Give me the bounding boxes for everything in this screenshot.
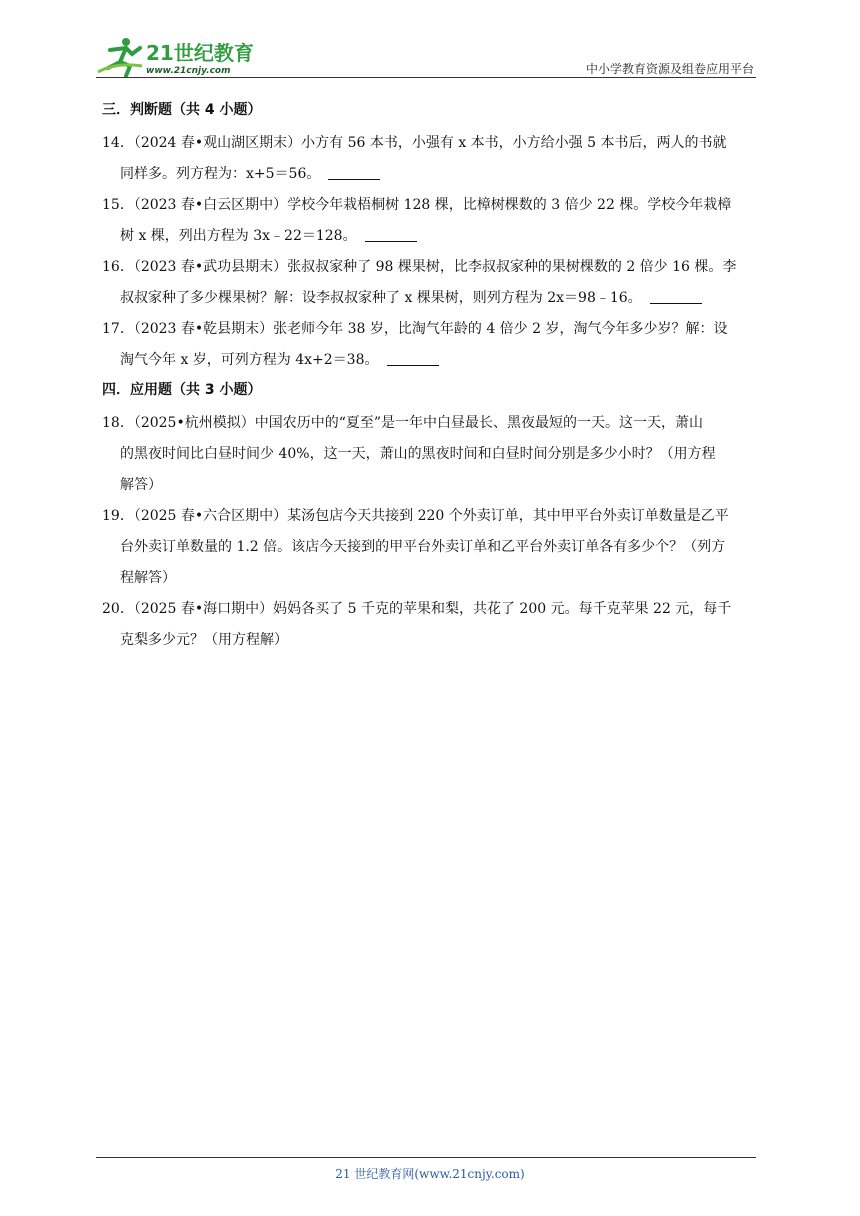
- question-line: [102, 314, 762, 345]
- header-divider: [96, 77, 756, 78]
- question-number: 14．: [102, 135, 134, 151]
- question-number: 16．: [102, 259, 134, 275]
- question-number: 20．: [102, 601, 134, 617]
- page-header: [96, 36, 756, 78]
- answer-blank[interactable]: [365, 227, 417, 242]
- question-line: [102, 532, 762, 563]
- question-text: 叔叔家种了多少棵果树？解：设李叔叔家种了 x 棵果树，则列方程为 2x＝98﹣16。: [120, 290, 642, 306]
- answer-blank[interactable]: [650, 289, 702, 304]
- site-logo[interactable]: [96, 36, 266, 78]
- question-text: 同样多。列方程为：x+5＝56。: [120, 166, 321, 182]
- question-18: [102, 408, 762, 501]
- question-text: （2023 春•武功县期末）张叔叔家种了 98 棵果树，比李叔叔家种的果树棵数的 2 倍少 16 棵。李: [133, 259, 737, 275]
- question-line: [102, 221, 762, 252]
- question-text: 的黑夜时间比白昼时间少 40%，这一天，萧山的黑夜时间和白昼时间分别是多少小时？（用方程: [120, 446, 716, 462]
- question-20: [102, 594, 762, 656]
- question-line: [102, 408, 762, 439]
- question-number: 18．: [102, 415, 134, 431]
- platform-name: 中小学教育资源及组卷应用平台: [585, 62, 754, 76]
- question-line: [102, 190, 762, 221]
- section-title: 四．应用题（共 3 小题）: [102, 382, 262, 398]
- question-text: （2023 春•白云区期中）学校今年栽梧桐树 128 棵，比樟树棵数的 3 倍少 22 棵。学校今年栽樟: [133, 197, 732, 213]
- question-line: [102, 470, 762, 501]
- question-text: 台外卖订单数量的 1.2 倍。该店今天接到的甲平台外卖订单和乙平台外卖订单各有多少个？（列方: [120, 539, 726, 555]
- question-line: [102, 159, 762, 190]
- question-text: 解答）: [120, 477, 162, 493]
- question-text: （2024 春•观山湖区期末）小方有 56 本书，小强有 x 本书，小方给小强 5 本书后，两人的书就: [133, 135, 727, 151]
- question-line: [102, 563, 762, 594]
- question-15: [102, 190, 762, 252]
- question-17: [102, 314, 762, 376]
- question-line: [102, 252, 762, 283]
- question-number: 19．: [102, 508, 134, 524]
- footer-divider: [96, 1157, 756, 1158]
- answer-blank[interactable]: [387, 351, 439, 366]
- question-19: [102, 501, 762, 594]
- question-text: 克梨多少元？（用方程解）: [120, 632, 288, 648]
- document-body: [102, 100, 762, 656]
- question-line: [102, 128, 762, 159]
- answer-blank[interactable]: [328, 165, 380, 180]
- question-line: [102, 594, 762, 625]
- question-16: [102, 252, 762, 314]
- question-line: [102, 501, 762, 532]
- question-text: （2025 春•六合区期中）某汤包店今天共接到 220 个外卖订单，其中甲平台外卖订单数量是乙平: [133, 508, 729, 524]
- question-line: [102, 345, 762, 376]
- question-text: （2025•杭州模拟）中国农历中的“夏至”是一年中白昼最长、黑夜最短的一天。这一天，萧山: [133, 415, 704, 431]
- question-number: 17．: [102, 321, 134, 337]
- question-number: 15．: [102, 197, 134, 213]
- question-text: （2023 春•乾县期末）张老师今年 38 岁，比淘气年龄的 4 倍少 2 岁，淘气今年多少岁？解：设: [133, 321, 728, 337]
- question-line: [102, 439, 762, 470]
- footer-link[interactable]: 21 世纪教育网(www.21cnjy.com): [335, 1167, 525, 1181]
- question-text: 程解答）: [120, 570, 176, 586]
- question-line: [102, 625, 762, 656]
- logo-text: 21世纪教育: [146, 41, 254, 65]
- question-text: 淘气今年 x 岁，可列方程为 4x+2＝38。: [120, 352, 379, 368]
- question-line: [102, 283, 762, 314]
- question-text: （2025 春•海口期中）妈妈各买了 5 千克的苹果和梨，共花了 200 元。每千克苹果 22 元，每千: [133, 601, 732, 617]
- logo-url: www.21cnjy.com: [146, 66, 231, 76]
- section-title: 三．判断题（共 4 小题）: [102, 102, 262, 118]
- question-text: 树 x 棵，列出方程为 3x﹣22＝128。: [120, 228, 357, 244]
- runner-logo-icon: [96, 36, 266, 78]
- question-14: [102, 128, 762, 190]
